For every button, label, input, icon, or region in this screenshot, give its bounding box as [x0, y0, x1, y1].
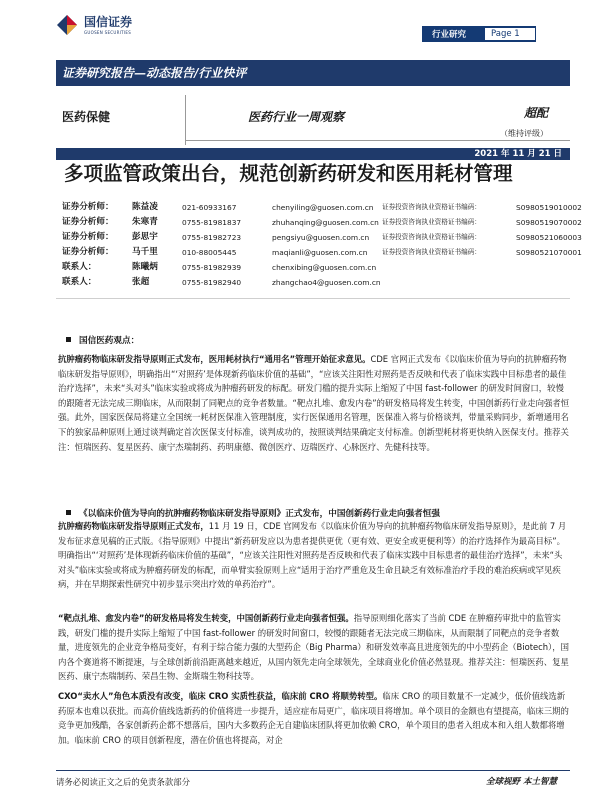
logo-subtitle: GUOSEN SECURITIES: [84, 29, 132, 35]
analyst-name: 马千里: [132, 247, 158, 257]
analyst-phone: 010-88005445: [182, 248, 237, 257]
sector-box: [56, 95, 186, 145]
analyst-cert-label: 证券投资咨询执业资格证书编码：: [382, 203, 481, 211]
analyst-email: chenyiling@guosen.com.cn: [272, 203, 374, 212]
contact-phone: 0755-81982940: [182, 278, 242, 287]
analyst-cert-number: S0980519010002: [516, 203, 582, 212]
contact-name: 陈曦炳: [132, 262, 158, 272]
category-label: 行业研究: [432, 30, 467, 40]
analyst-list: [62, 200, 582, 290]
contact-phone: 0755-81982939: [182, 263, 242, 272]
analyst-role: 证券分析师：: [62, 232, 114, 242]
view-paragraph-lead: 抗肿瘤药物临床研发指导原则正式发布，医用耗材执行“通用名”管理开始征求意见。: [58, 354, 371, 364]
analyst-row: [62, 230, 582, 245]
analyst-role: 证券分析师：: [62, 247, 114, 257]
analyst-email: pengsiyu@guosen.com.cn: [272, 233, 370, 242]
analyst-cert-number: S0980521070001: [516, 248, 582, 257]
contact-role: 联系人：: [62, 277, 97, 287]
analyst-email: zhuhanqing@guosen.com.cn: [272, 218, 379, 227]
footer-slogan: 全球视野 本土智慧: [486, 777, 557, 787]
rating: 超配: [524, 106, 549, 120]
section-heading-guideline: [66, 507, 440, 519]
analyst-email: maqianli@guosen.com.cn: [272, 248, 368, 257]
analyst-cert-number: S0980521060003: [516, 233, 582, 242]
category-badge: [422, 26, 536, 42]
analyst-cert-label: 证券投资咨询执业资格证书编码：: [382, 248, 481, 256]
analyst-phone: 0755-81981837: [182, 218, 242, 227]
analyst-name: 朱寒青: [132, 217, 158, 227]
analyst-phone: 021-60933167: [182, 203, 237, 212]
contact-row: [62, 275, 582, 290]
report-type-banner: 证券研究报告—动态报告/行业快评: [56, 60, 570, 86]
title-divider: [186, 140, 570, 141]
bullet-square-icon: [66, 510, 71, 515]
report-date: 2021 年 11 月 21 日: [474, 149, 562, 159]
contact-row: [62, 260, 582, 275]
cxo-paragraph-body: 临床 CRO 的项目数量不一定减少，低价值线选新药原本也难以获批。而高价值线选新药的价值将进一步提升，适应症布局更广，临床项目将增加。单个项目的金额也有望提高，临床三期的竞争更加残酷，各家创新药企都不想落后，国内大多数药企无自建临床团队将更加依赖 CRO，单个项目的患者入组成本和入组人数都将增加。临床前 CRO 的项目创新程度，潜在价值也将提高，对企: [58, 691, 569, 745]
analyst-row: [62, 245, 582, 260]
guideline-paragraph: [58, 519, 570, 592]
logo-name: 国信证券: [84, 14, 133, 29]
report-header: [0, 0, 600, 56]
analyst-cert-number: S0980519070002: [516, 218, 582, 227]
company-logo: [56, 14, 132, 36]
sector-name: 医药保健: [62, 110, 111, 124]
guideline-paragraph-body: 11 月 19 日，CDE 官网发布《以临床价值为导向的抗肿瘤药物临床研发指导原则》，是此前 7 月发布征求意见稿的正式版。《指导原则》中提出“新药研发应以为患者提供更优（更有效、更安全或更便利等）的治疗选择作为最高目标”。明确指出“‘对照药’是体现新药临床价值的基础”，“应该关注阳性对照药是否反映和代表了临床实践中目标患者的最佳治疗选择”，未来“头对头”临床实验或将成为肿瘤药研发的标配，而单臂实验原则上应“适用于治疗严重危及生命且缺乏有效标准治疗手段的难治疾病或罕见疾病，并在早期探索性研究中初步显示突出疗效的单药治疗”。: [58, 521, 567, 590]
cxo-paragraph-lead: CXO“卖水人”角色本质没有改变，临床 CRO 实质性获益，临床前 CRO 将顺势转型。: [58, 691, 383, 701]
section-heading-text: 国信医药观点：: [79, 336, 140, 346]
date-bar: [56, 148, 570, 160]
footer-rule: [56, 770, 570, 771]
analyst-name: 彭思宇: [132, 232, 158, 242]
section-heading-view: [66, 334, 139, 346]
analyst-cert-label: 证券投资咨询执业资格证书编码：: [382, 233, 481, 241]
pattern-paragraph: [58, 611, 570, 684]
analyst-row: [62, 200, 582, 215]
page-number: Page 1: [484, 27, 536, 41]
rating-note: （维持评级）: [500, 129, 548, 138]
analyst-row: [62, 215, 582, 230]
footer-disclaimer: 请务必阅读正文之后的免责条款部分: [56, 777, 190, 787]
pattern-paragraph-body: 指导原则细化落实了当前 CDE 在肿瘤药审批中的监管实践，研发门槛的提升实际上缩短了中国 fast-follower 的研发时间窗口，较慢的跟随者无法完成三期临床，从而限制了同靶点的竞争者数量，进度领先的企业竞争格局变好，有利于综合能力强的大型药企（Big Pharma）和研发效率高且进度领先的中小型药企（Biotech），国内各个赛道将不断提速，与全球创新前沿距离越来越近，从国内领先走向全球领先，全球商业化价值必然显现。推荐关注：恒瑞医药、复星医药、康宁杰瑞制药、荣昌生物、金斯瑞生物科技等。: [58, 613, 569, 682]
guideline-paragraph-lead: 抗肿瘤药物临床研发指导原则正式发布，: [58, 521, 209, 531]
headline: 多项监管政策出台，规范创新药研发和医用耗材管理: [64, 162, 513, 185]
analyst-name: 陈益凌: [132, 202, 158, 212]
contact-role: 联系人：: [62, 262, 97, 272]
section-heading-text: 《以临床价值为导向的抗肿瘤药物临床研发指导原则》正式发布，中国创新药行业走向强者恒强: [79, 509, 440, 519]
analyst-role: 证券分析师：: [62, 217, 114, 227]
view-paragraph-body: CDE 官网正式发布《以临床价值为导向的抗肿瘤药物临床研发指导原则》，明确指出“‘对照药’是体现新药临床价值的基础”，“应该关注阳性对照药是否反映和代表了临床实践中目标患者的最佳治疗选择”，未来“头对头”临床实验或将成为肿瘤药研发的标配。研发门槛的提升实际上缩短了中国 fast-follower 的研发时间窗口，较慢的跟随者无法完成三期临床，从而限制了同靶点的竞争者数量。“靶点扎堆、愈发内卷”的研发格局将发生转变，中国创新药行业走向强者恒强。此外，国家医保局将建立全国统一耗材医保准入管理制度，实行医保通用名管理，医保准入将与价格谈判，带量采购同步，新增通用名下的独家品种原则上通过谈判确定首次医保支付标准，谈判成功的，按照谈判结果确定支付标准。创新型耗材将更快纳入医保支付。推荐关注：恒瑞医药、复星医药、康宁杰瑞制药、药明康德、微创医疗、迈瑞医疗、心脉医疗、先健科技等。: [58, 354, 570, 452]
guosen-logo-icon: [56, 14, 78, 36]
analyst-role: 证券分析师：: [62, 202, 114, 212]
analyst-phone: 0755-81982723: [182, 233, 242, 242]
contact-name: 张超: [132, 277, 150, 287]
contact-email: chenxibing@guosen.com.cn: [272, 263, 377, 272]
cxo-paragraph: [58, 689, 570, 762]
pattern-paragraph-lead: “靶点扎堆、愈发内卷”的研发格局将发生转变，中国创新药行业走向强者恒强。: [58, 613, 354, 623]
report-title: 医药行业一周观察: [248, 110, 345, 124]
bullet-square-icon: [66, 337, 71, 342]
analyst-cert-label: 证券投资咨询执业资格证书编码：: [382, 218, 481, 226]
analyst-divider: [56, 298, 570, 299]
view-paragraph: [58, 352, 570, 454]
contact-email: zhangchao4@guosen.com.cn: [272, 278, 381, 287]
